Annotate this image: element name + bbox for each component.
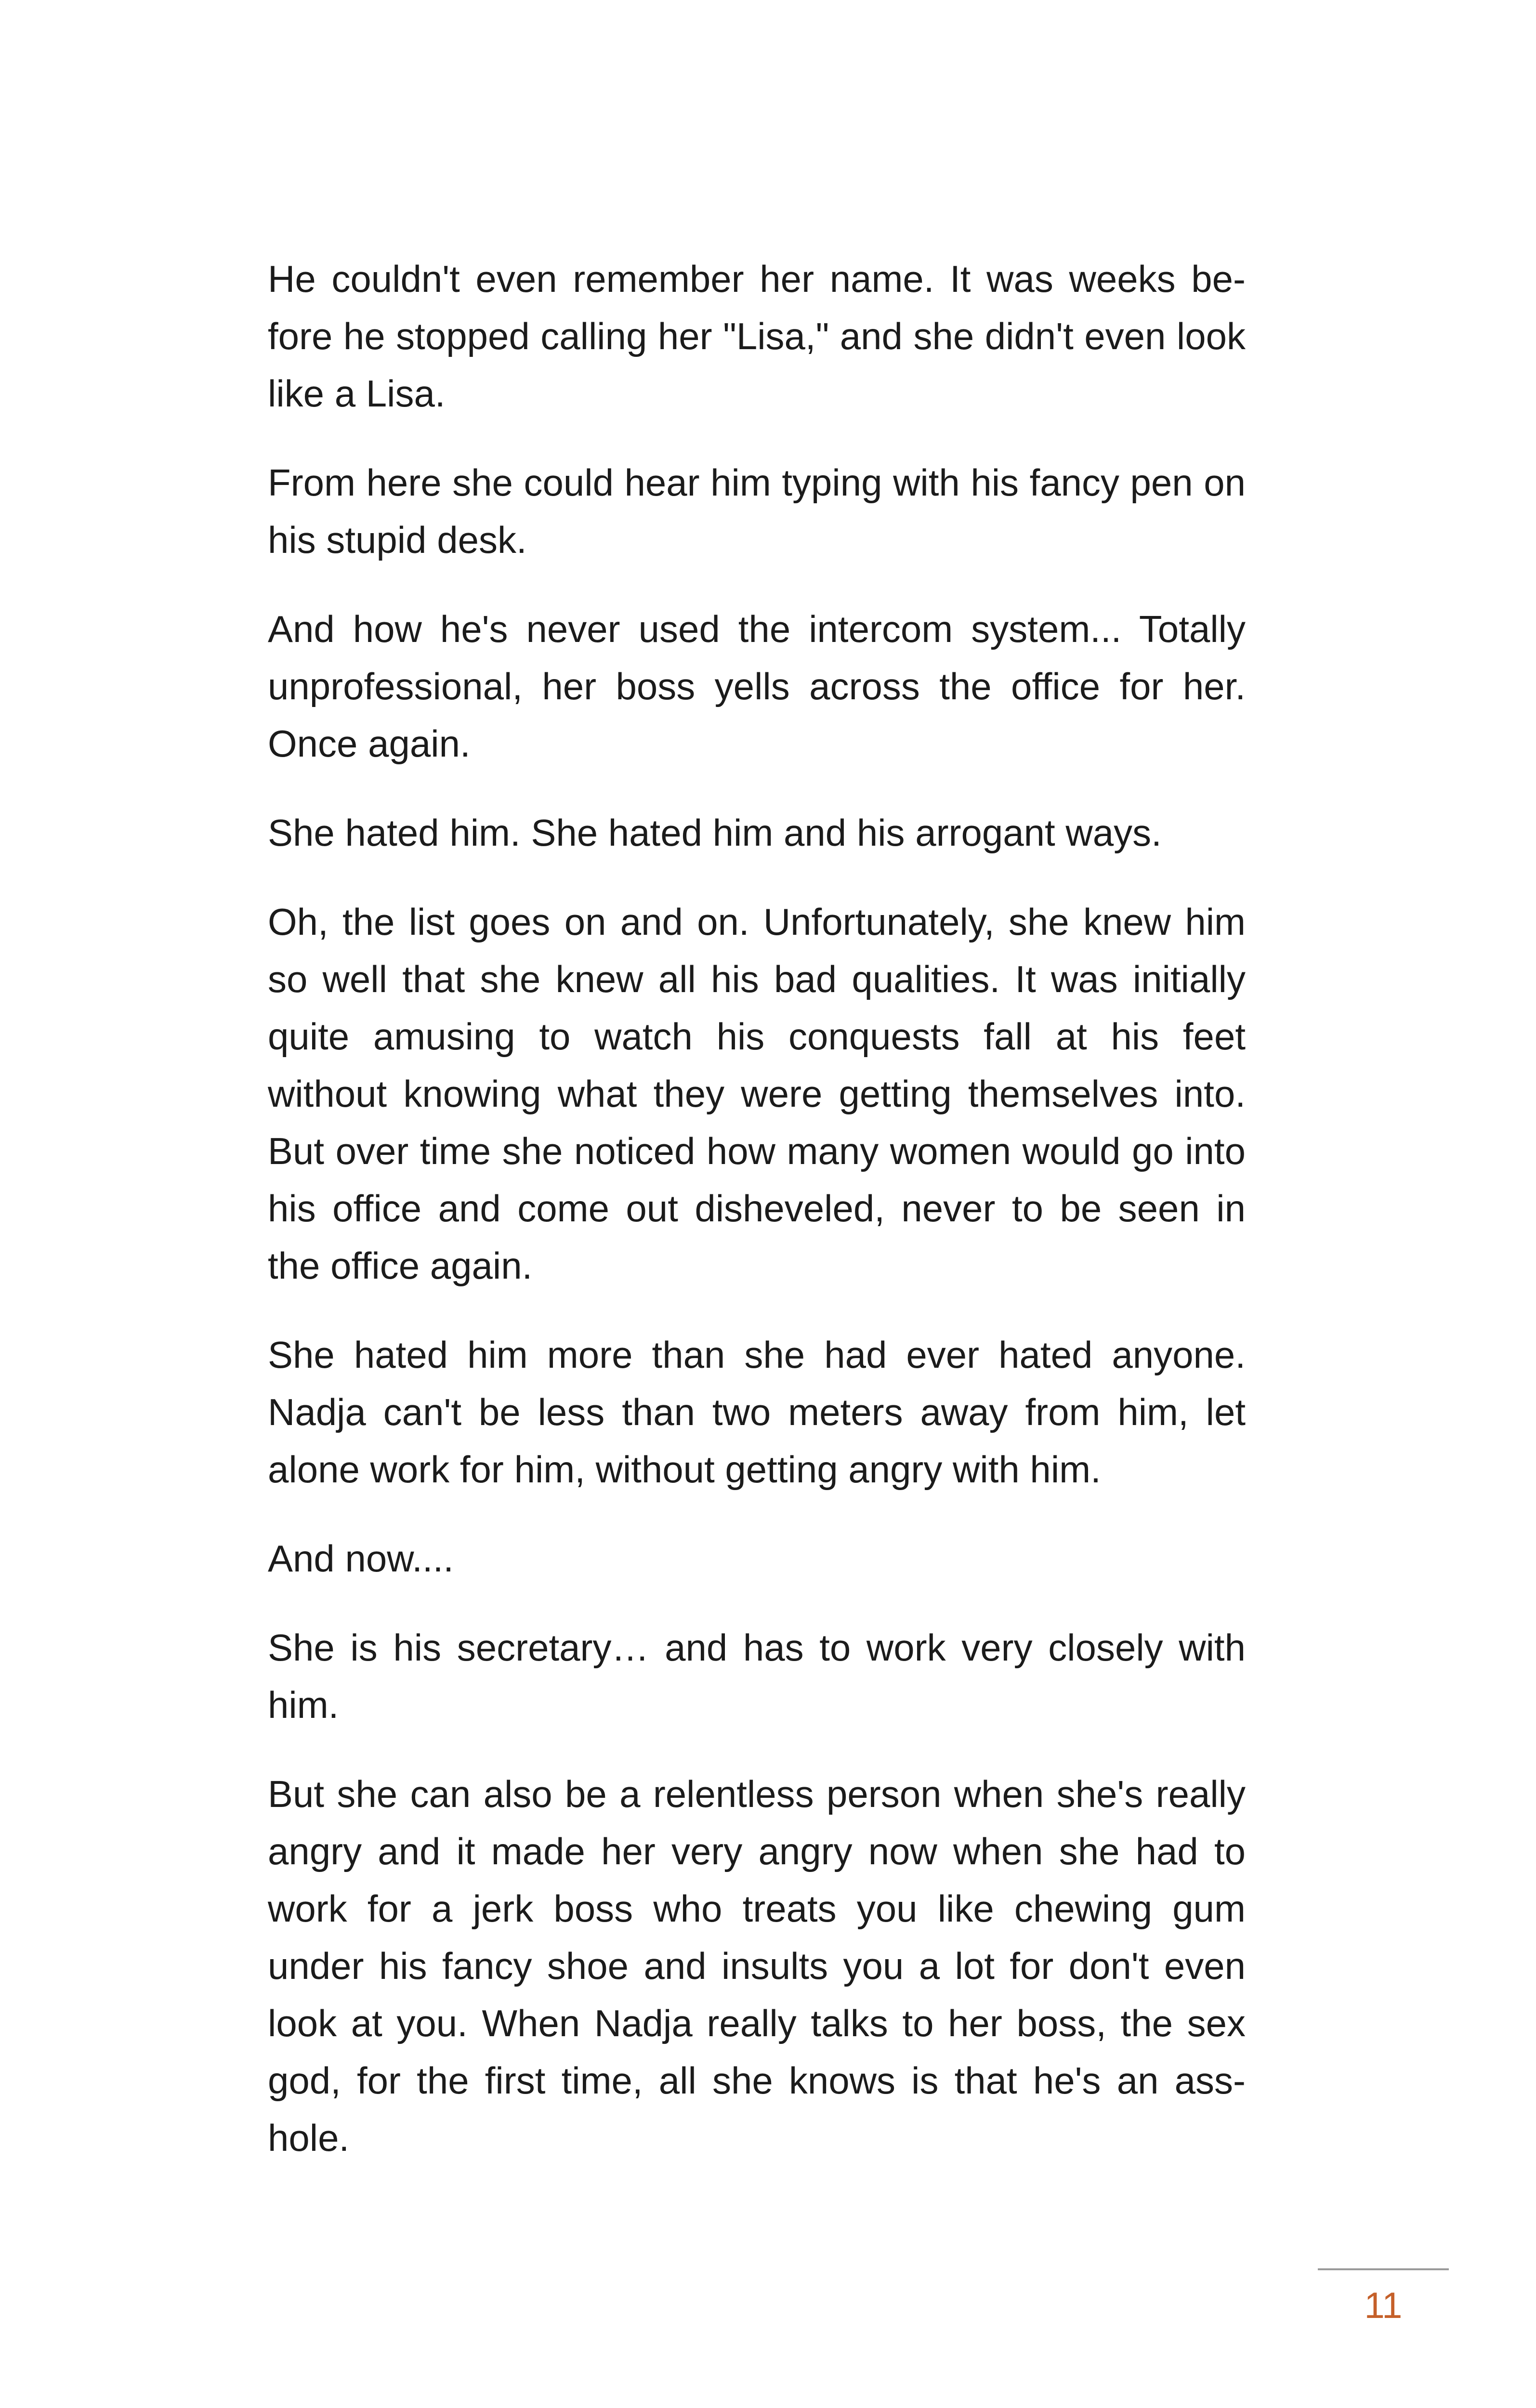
paragraph-9: But she can also be a relentless person when she's really angry and it made her very angry now when she had to work for a jerk boss who treats you like chewing gum under his fancy shoe and insults you a lot for don't even look at you. When Nadja really talks to her boss, the sex god, for the first time, all she knows is that he's an asshole.	[268, 1773, 1246, 2159]
paragraph-5: Oh, the list goes on and on. Unfortunately, she knew him so well that she knew all his bad qualities. It was initially quite amusing to watch his conquests fall at his feet without knowing what they were getting themselves into. But over time she noticed how many women would go into his office and come out disheveled, never to be seen in the office again.	[268, 901, 1246, 1287]
page-number: 11	[1364, 2285, 1403, 2326]
footer-divider	[1318, 2268, 1449, 2270]
paragraph-7: And now....	[268, 1537, 454, 1580]
body-text	[268, 250, 1246, 2199]
paragraph-3: And how he's never used the intercom system... Totally unprofessional, her boss yells across the office for her. Once again.	[268, 608, 1246, 765]
paragraph-6: She hated him more than she had ever hated anyone. Nadja can't be less than two meters away from him, let alone work for him, without getting angry with him.	[268, 1334, 1246, 1491]
paragraph-8: She is his secretary… and has to work very closely with him.	[268, 1626, 1246, 1726]
paragraph-4: She hated him. She hated him and his arrogant ways.	[268, 811, 1162, 854]
paragraph-1: He couldn't even remember her name. It was weeks before he stopped calling her "Lisa," and she didn't even look like a Lisa.	[268, 258, 1246, 415]
paragraph-2: From here she could hear him typing with his fancy pen on his stupid desk.	[268, 461, 1246, 561]
